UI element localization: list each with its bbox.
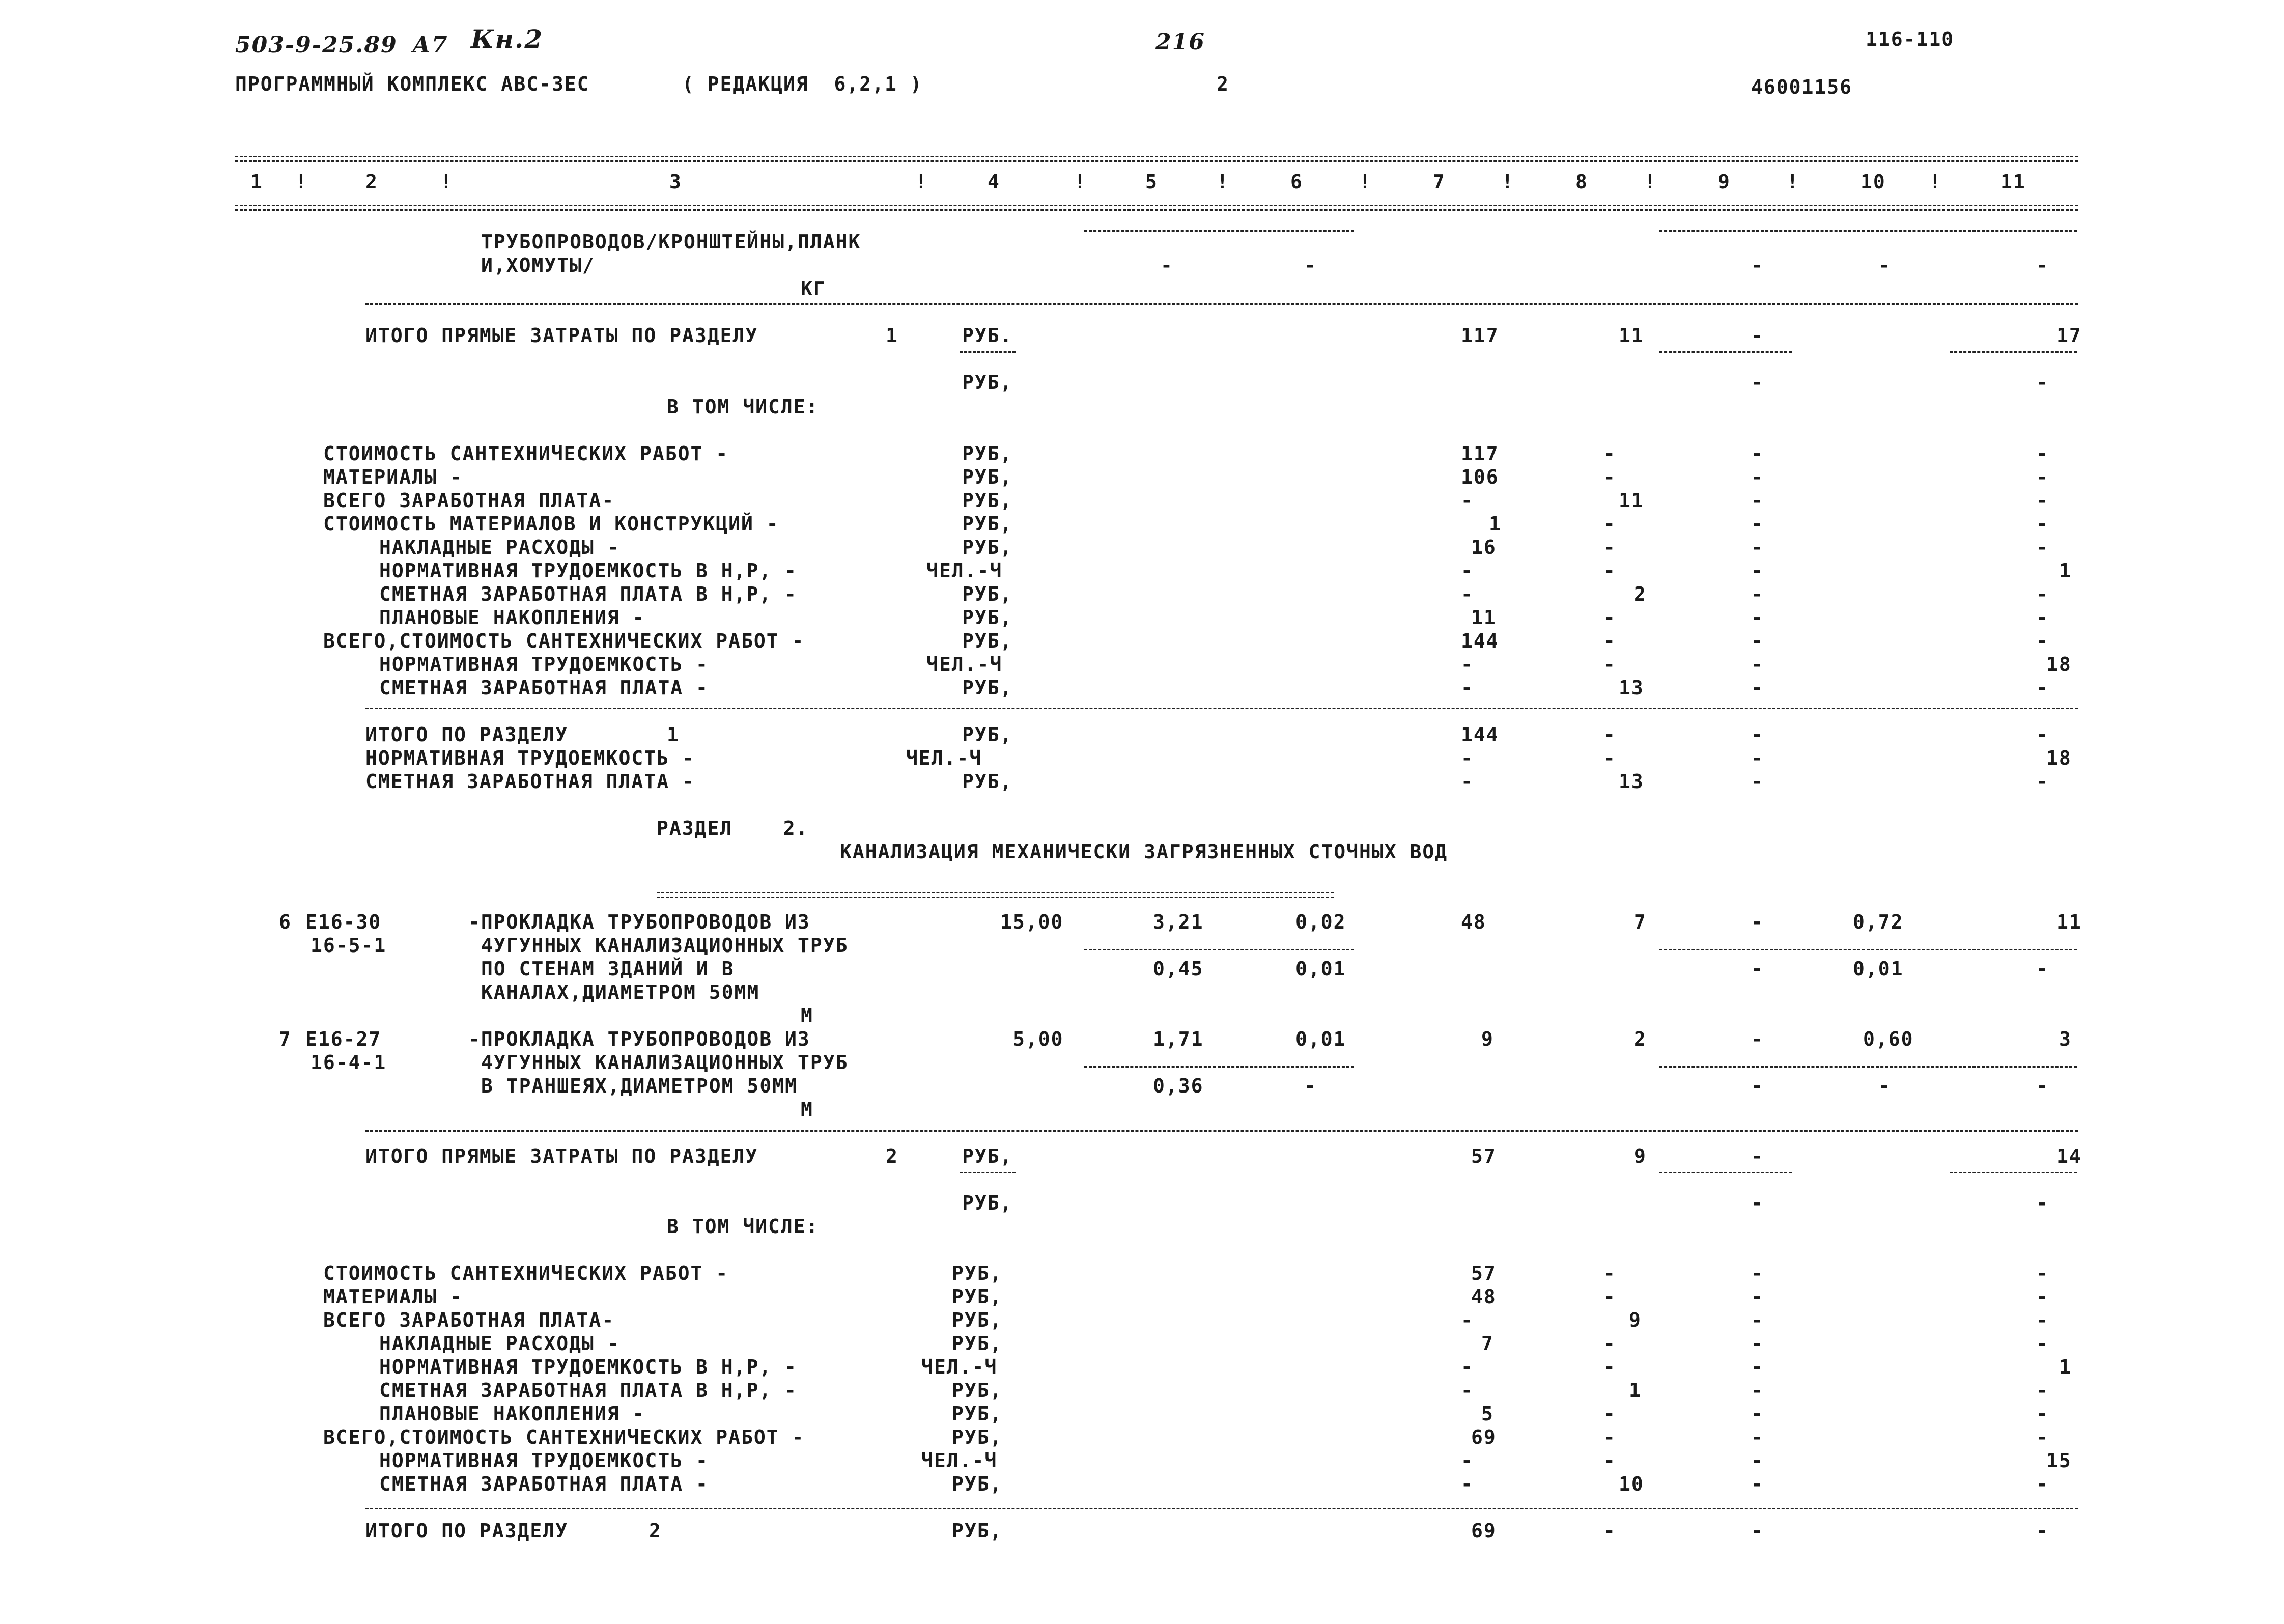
table-cell: ЧЕЛ.-Ч [921, 1356, 998, 1378]
column-number-9: 9 [1718, 171, 1731, 193]
column-separator: ! [1929, 171, 1942, 193]
table-cell: РУБ, [962, 536, 1013, 558]
table-cell: - [1751, 1262, 1764, 1284]
table-cell: - [2036, 1520, 2049, 1542]
column-separator: ! [1644, 171, 1657, 193]
table-cell: КГ [801, 277, 826, 300]
table-cell: РУБ, [952, 1403, 1003, 1425]
table-cell: - [2036, 489, 2049, 512]
table-cell: - [1751, 1426, 1764, 1448]
table-cell: - [1751, 911, 1764, 933]
table-cell: - [2036, 1285, 2049, 1308]
program-title: ПРОГРАММНЫЙ КОМПЛЕКС АВС-3ЕС [235, 73, 590, 95]
value-underline [1659, 1066, 2077, 1068]
table-cell: ТРУБОПРОВОДОВ/КРОНШТЕЙНЫ,ПЛАНК [481, 231, 861, 253]
table-cell: 0,60 [1863, 1028, 1914, 1050]
table-cell: 1 [2059, 559, 2072, 582]
column-separator: ! [1787, 171, 1799, 193]
table-cell: - [1603, 513, 1616, 535]
table-cell: - [1751, 1332, 1764, 1355]
table-cell: 117 [1461, 324, 1499, 347]
table-cell: КАНАЛИЗАЦИЯ МЕХАНИЧЕСКИ ЗАГРЯЗНЕННЫХ СТОЧНЫХ ВОД [840, 841, 1448, 863]
table-cell: 0,36 [1153, 1075, 1204, 1097]
subtotal-rule [365, 1130, 2078, 1132]
table-cell: - [2036, 1473, 2049, 1495]
table-cell: - [1751, 1379, 1764, 1402]
table-cell: - [2036, 442, 2049, 465]
subtotal-rule [365, 303, 2078, 305]
table-cell: - [2036, 513, 2049, 535]
table-cell: - [1603, 1285, 1616, 1308]
table-cell: НАКЛАДНЫЕ РАСХОДЫ - [379, 1332, 620, 1355]
table-cell: В ТОМ ЧИСЛЕ: [667, 396, 819, 418]
table-cell: В ТРАНШЕЯХ,ДИАМЕТРОМ 50ММ [481, 1075, 798, 1097]
table-cell: 0,45 [1153, 958, 1204, 980]
table-cell: ИТОГО ПРЯМЫЕ ЗАТРАТЫ ПО РАЗДЕЛУ [365, 1145, 758, 1167]
table-cell: ПО СТЕНАМ ЗДАНИЙ И В [481, 958, 735, 980]
table-top-rule [235, 156, 2078, 162]
table-cell: ПЛАНОВЫЕ НАКОПЛЕНИЯ - [379, 1403, 645, 1425]
table-cell: 1 [2059, 1356, 2072, 1378]
table-cell: - [2036, 1426, 2049, 1448]
table-cell: - [2036, 536, 2049, 558]
table-cell: СТОИМОСТЬ САНТЕХНИЧЕСКИХ РАБОТ - [323, 442, 729, 465]
table-cell: - [1751, 513, 1764, 535]
table-cell: ЧЕЛ.-Ч [926, 559, 1003, 582]
table-cell: РУБ. [962, 324, 1013, 347]
table-cell: 69 [1471, 1426, 1497, 1448]
table-cell: - [1751, 1192, 1764, 1214]
column-separator: ! [295, 171, 308, 193]
table-cell: 11 [1619, 489, 1644, 512]
table-cell: НОРМАТИВНАЯ ТРУДОЕМКОСТЬ - [379, 653, 709, 676]
table-cell: РУБ, [952, 1520, 1003, 1542]
table-cell: М [801, 1098, 813, 1121]
table-cell: - [1751, 254, 1764, 276]
table-cell: 5,00 [1013, 1028, 1064, 1050]
column-separator: ! [1502, 171, 1514, 193]
table-cell: - [1751, 371, 1764, 394]
table-cell: 2 [886, 1145, 898, 1167]
table-cell: - [1751, 442, 1764, 465]
table-cell: - [1751, 1449, 1764, 1472]
doc-code: 503-9-25.89 [235, 32, 398, 58]
table-cell: - [1304, 254, 1317, 276]
table-cell: - [1751, 747, 1764, 769]
table-cell: 0,01 [1295, 1028, 1346, 1050]
table-cell: РУБ, [962, 606, 1013, 629]
table-cell: М [801, 1004, 813, 1027]
table-cell: - [1751, 958, 1764, 980]
table-cell: СТОИМОСТЬ МАТЕРИАЛОВ И КОНСТРУКЦИЙ - [323, 513, 779, 535]
table-cell: 0,01 [1295, 958, 1346, 980]
table-cell: ПЛАНОВЫЕ НАКОПЛЕНИЯ - [379, 606, 645, 629]
table-cell: РУБ, [962, 583, 1013, 605]
table-cell: - [1603, 723, 1616, 746]
table-cell: СМЕТНАЯ ЗАРАБОТНАЯ ПЛАТА В Н,Р, - [379, 1379, 797, 1402]
column-number-1: 1 [250, 171, 263, 193]
table-cell: СМЕТНАЯ ЗАРАБОТНАЯ ПЛАТА - [365, 770, 695, 793]
table-cell: - [2036, 583, 2049, 605]
section-heading-rule [657, 892, 1334, 898]
table-cell: - [1751, 466, 1764, 488]
value-underline [1659, 1172, 1792, 1173]
table-cell: РУБ, [962, 1145, 1013, 1167]
column-separator: ! [1074, 171, 1087, 193]
table-cell: - [1603, 1520, 1616, 1542]
value-underline [1084, 230, 1354, 232]
table-cell: - [2036, 1332, 2049, 1355]
table-cell: - [1751, 677, 1764, 699]
table-cell: 3,21 [1153, 911, 1204, 933]
table-cell: РУБ, [962, 442, 1013, 465]
table-cell: - [1461, 1449, 1474, 1472]
table-cell: 14 [2056, 1145, 2082, 1167]
table-cell: РУБ, [962, 489, 1013, 512]
table-cell: - [1878, 1075, 1891, 1097]
table-cell: РУБ, [962, 630, 1013, 652]
table-cell: -ПРОКЛАДКА ТРУБОПРОВОДОВ ИЗ [468, 911, 810, 933]
column-number-7: 7 [1433, 171, 1446, 193]
table-cell: - [1603, 606, 1616, 629]
table-cell: 1 [886, 324, 898, 347]
table-cell: - [1603, 1262, 1616, 1284]
table-cell: 3 [2059, 1028, 2072, 1050]
sheet-reference: 116-110 [1866, 28, 1955, 50]
table-cell: 11 [2056, 911, 2082, 933]
table-cell: - [2036, 770, 2049, 793]
table-cell: 1,71 [1153, 1028, 1204, 1050]
table-cell: - [1461, 747, 1474, 769]
table-cell: 0,02 [1295, 911, 1346, 933]
table-cell: МАТЕРИАЛЫ - [323, 1285, 463, 1308]
table-cell: - [1751, 1403, 1764, 1425]
table-cell: 7 [279, 1028, 292, 1050]
table-cell: РУБ, [952, 1379, 1003, 1402]
column-separator: ! [1217, 171, 1229, 193]
table-cell: 17 [2056, 324, 2082, 347]
table-cell: - [1461, 1473, 1474, 1495]
table-cell: РУБ, [952, 1285, 1003, 1308]
table-cell: - [1603, 1332, 1616, 1355]
table-cell: ВСЕГО ЗАРАБОТНАЯ ПЛАТА- [323, 1309, 615, 1331]
table-cell: - [1878, 254, 1891, 276]
table-cell: - [1751, 559, 1764, 582]
table-cell: - [2036, 1262, 2049, 1284]
table-cell: - [1751, 536, 1764, 558]
table-cell: 16-4-1 [311, 1051, 387, 1074]
table-cell: - [1751, 606, 1764, 629]
table-cell: РУБ, [962, 723, 1013, 746]
table-cell: - [2036, 1075, 2049, 1097]
table-cell: 18 [2046, 747, 2072, 769]
column-number-3: 3 [669, 171, 682, 193]
page-number: 2 [1217, 73, 1229, 95]
table-cell: 15 [2046, 1449, 2072, 1472]
table-cell: НОРМАТИВНАЯ ТРУДОЕМКОСТЬ - [365, 747, 695, 769]
table-cell: 5 [1481, 1403, 1494, 1425]
table-cell: РАЗДЕЛ 2. [657, 817, 809, 839]
table-cell: РУБ, [952, 1262, 1003, 1284]
table-cell: - [1603, 442, 1616, 465]
column-number-4: 4 [988, 171, 1000, 193]
table-cell: СМЕТНАЯ ЗАРАБОТНАЯ ПЛАТА В Н,Р, - [379, 583, 797, 605]
document-number: 46001156 [1751, 76, 1853, 98]
table-cell: 13 [1619, 677, 1644, 699]
table-cell: Е16-27 [305, 1028, 382, 1050]
table-cell: 11 [1471, 606, 1497, 629]
section-total-rule [365, 1508, 2078, 1509]
table-cell: РУБ, [962, 371, 1013, 394]
table-cell: РУБ, [962, 677, 1013, 699]
table-cell: - [2036, 1192, 2049, 1214]
table-cell: 1 [1489, 513, 1502, 535]
table-cell: 18 [2046, 653, 2072, 676]
table-cell: - [1603, 1449, 1616, 1472]
table-cell: Е16-30 [305, 911, 382, 933]
table-cell: СМЕТНАЯ ЗАРАБОТНАЯ ПЛАТА - [379, 1473, 709, 1495]
table-cell: - [1603, 559, 1616, 582]
column-number-6: 6 [1290, 171, 1303, 193]
table-cell: - [1461, 489, 1474, 512]
table-cell: - [1751, 489, 1764, 512]
table-cell: 48 [1471, 1285, 1497, 1308]
table-header-bottom-rule [235, 205, 2078, 211]
table-cell: 0,72 [1853, 911, 1904, 933]
table-cell: 1 [1629, 1379, 1642, 1402]
table-cell: СТОИМОСТЬ САНТЕХНИЧЕСКИХ РАБОТ - [323, 1262, 729, 1284]
table-cell: - [1461, 1309, 1474, 1331]
value-underline [1084, 1066, 1354, 1068]
table-cell: ЧЕЛ.-Ч [906, 747, 982, 769]
table-cell: -ПРОКЛАДКА ТРУБОПРОВОДОВ ИЗ [468, 1028, 810, 1050]
table-cell: ИТОГО ПРЯМЫЕ ЗАТРАТЫ ПО РАЗДЕЛУ [365, 324, 758, 347]
table-cell: - [1304, 1075, 1317, 1097]
table-cell: НОРМАТИВНАЯ ТРУДОЕМКОСТЬ - [379, 1449, 709, 1472]
table-cell: ИТОГО ПО РАЗДЕЛУ [365, 723, 569, 746]
table-cell: - [1603, 653, 1616, 676]
table-cell: 1 [667, 723, 680, 746]
value-underline [1659, 230, 2077, 232]
table-cell: - [2036, 466, 2049, 488]
table-cell: - [2036, 723, 2049, 746]
table-cell: 9 [1481, 1028, 1494, 1050]
value-underline [1659, 351, 1792, 353]
table-cell: ВСЕГО,СТОИМОСТЬ САНТЕХНИЧЕСКИХ РАБОТ - [323, 630, 805, 652]
table-cell: - [1461, 1356, 1474, 1378]
table-cell: - [1603, 1403, 1616, 1425]
table-cell: - [1461, 653, 1474, 676]
table-cell: - [1751, 324, 1764, 347]
table-cell: 57 [1471, 1145, 1497, 1167]
table-cell: ЧЕЛ.-Ч [926, 653, 1003, 676]
column-number-5: 5 [1145, 171, 1158, 193]
table-cell: - [1751, 1075, 1764, 1097]
column-number-8: 8 [1575, 171, 1588, 193]
table-cell: 13 [1619, 770, 1644, 793]
table-cell: - [2036, 1403, 2049, 1425]
table-cell: РУБ, [962, 466, 1013, 488]
table-cell: - [1603, 466, 1616, 488]
table-cell: - [1461, 770, 1474, 793]
value-underline [1084, 949, 1354, 950]
book-number: Кн.2 [471, 24, 544, 54]
table-cell: 10 [1619, 1473, 1644, 1495]
table-cell: - [2036, 677, 2049, 699]
column-separator: ! [440, 171, 453, 193]
table-cell: РУБ, [962, 1192, 1013, 1214]
column-number-2: 2 [365, 171, 378, 193]
value-underline [1950, 351, 2077, 353]
table-cell: 48 [1461, 911, 1486, 933]
table-cell: - [1603, 747, 1616, 769]
table-cell: - [2036, 1309, 2049, 1331]
table-cell: РУБ, [962, 770, 1013, 793]
value-underline [1659, 949, 2077, 950]
unit-underline [960, 1172, 1016, 1173]
table-cell: - [2036, 1379, 2049, 1402]
table-cell: - [1751, 1145, 1764, 1167]
table-cell: В ТОМ ЧИСЛЕ: [667, 1215, 819, 1238]
table-cell: НОРМАТИВНАЯ ТРУДОЕМКОСТЬ В Н,Р, - [379, 559, 797, 582]
table-cell: МАТЕРИАЛЫ - [323, 466, 463, 488]
table-cell: 7 [1634, 911, 1647, 933]
column-number-10: 10 [1860, 171, 1886, 193]
table-cell: - [1751, 723, 1764, 746]
table-cell: ЧЕЛ.-Ч [921, 1449, 998, 1472]
table-cell: ИТОГО ПО РАЗДЕЛУ [365, 1520, 569, 1542]
table-cell: 9 [1629, 1309, 1642, 1331]
table-cell: - [1461, 1379, 1474, 1402]
column-number-11: 11 [2000, 171, 2026, 193]
table-cell: - [2036, 958, 2049, 980]
table-cell: РУБ, [962, 513, 1013, 535]
table-cell: - [1161, 254, 1173, 276]
table-cell: 15,00 [1000, 911, 1064, 933]
table-cell: - [1751, 1473, 1764, 1495]
table-cell: - [1461, 559, 1474, 582]
table-cell: 4УГУННЫХ КАНАЛИЗАЦИОННЫХ ТРУБ [481, 1051, 849, 1074]
table-cell: - [1751, 770, 1764, 793]
table-cell: - [1751, 1028, 1764, 1050]
table-cell: 117 [1461, 442, 1499, 465]
table-cell: 144 [1461, 723, 1499, 746]
program-edition: ( РЕДАКЦИЯ 6,2,1 ) [682, 73, 923, 95]
column-separator: ! [1359, 171, 1372, 193]
table-cell: - [1751, 1356, 1764, 1378]
table-cell: КАНАЛАХ,ДИАМЕТРОМ 50ММ [481, 981, 760, 1003]
table-cell: 6 [279, 911, 292, 933]
table-cell: 57 [1471, 1262, 1497, 1284]
table-cell: НОРМАТИВНАЯ ТРУДОЕМКОСТЬ В Н,Р, - [379, 1356, 797, 1378]
table-cell: РУБ, [952, 1332, 1003, 1355]
table-cell: - [1751, 583, 1764, 605]
value-underline [1950, 1172, 2077, 1173]
unit-underline [960, 351, 1016, 353]
table-cell: 11 [1619, 324, 1644, 347]
table-cell: - [1603, 536, 1616, 558]
table-cell: - [1603, 630, 1616, 652]
table-cell: РУБ, [952, 1309, 1003, 1331]
table-cell: 9 [1634, 1145, 1647, 1167]
table-cell: - [2036, 254, 2049, 276]
table-cell: - [2036, 606, 2049, 629]
table-cell: 144 [1461, 630, 1499, 652]
album-code: А7 [412, 32, 448, 58]
table-cell: - [1751, 1309, 1764, 1331]
table-cell: НАКЛАДНЫЕ РАСХОДЫ - [379, 536, 620, 558]
table-cell: 2 [1634, 583, 1647, 605]
column-separator: ! [915, 171, 928, 193]
table-cell: - [1751, 1285, 1764, 1308]
table-cell: И,ХОМУТЫ/ [481, 254, 595, 276]
table-cell: - [2036, 630, 2049, 652]
table-cell: ВСЕГО ЗАРАБОТНАЯ ПЛАТА- [323, 489, 615, 512]
table-cell: 4УГУННЫХ КАНАЛИЗАЦИОННЫХ ТРУБ [481, 934, 849, 957]
table-cell: - [1751, 653, 1764, 676]
table-cell: СМЕТНАЯ ЗАРАБОТНАЯ ПЛАТА - [379, 677, 709, 699]
table-cell: - [1461, 677, 1474, 699]
table-cell: 16-5-1 [311, 934, 387, 957]
section-total-rule [365, 708, 2078, 709]
table-cell: - [1603, 1356, 1616, 1378]
table-cell: 2 [1634, 1028, 1647, 1050]
table-cell: - [2036, 371, 2049, 394]
table-cell: - [1603, 1426, 1616, 1448]
table-cell: 0,01 [1853, 958, 1904, 980]
table-cell: 69 [1471, 1520, 1497, 1542]
table-cell: - [1751, 630, 1764, 652]
table-cell: ВСЕГО,СТОИМОСТЬ САНТЕХНИЧЕСКИХ РАБОТ - [323, 1426, 805, 1448]
handwritten-page-number: 216 [1155, 29, 1205, 55]
table-cell: 2 [649, 1520, 662, 1542]
table-cell: 7 [1481, 1332, 1494, 1355]
table-cell: - [1751, 1520, 1764, 1542]
table-cell: - [1461, 583, 1474, 605]
table-cell: РУБ, [952, 1473, 1003, 1495]
table-cell: 106 [1461, 466, 1499, 488]
table-cell: 16 [1471, 536, 1497, 558]
table-cell: РУБ, [952, 1426, 1003, 1448]
